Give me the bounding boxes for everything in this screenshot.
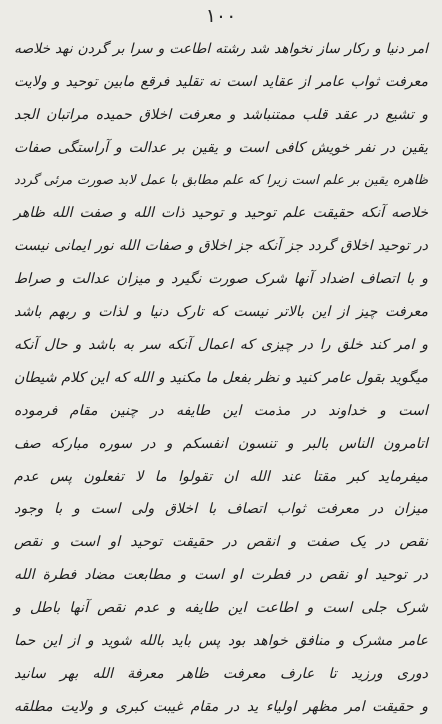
text-line: معرفت ثواب عامر از عقاید است نه تقلید فرقع مابین توحید و ولایت xyxy=(14,73,428,90)
text-line: عامر مشرک و منافق خواهد بود پس باید بالله شوید و از این حما xyxy=(14,633,428,650)
text-line: میزان در معرفت ثواب اتصاف با اخلاق ولی است و با وجود xyxy=(14,501,428,518)
text-line: میفرماید کبر مقتا عند الله ان تقولوا ما لا تفعلون پس عدم xyxy=(14,468,428,485)
text-line: معرفت چیز از این بالاتر نیست که تارک دنیا و لذات و ربهم باشد xyxy=(14,304,428,321)
manuscript-text xyxy=(14,33,428,724)
text-line: دوری ورزید تا عارف معرفت ظاهر معرفة الله بهر سانید xyxy=(14,665,428,682)
text-line: و امر کند خلق را در چیزی که اعمال آنکه سر به باشد و حال آنکه xyxy=(14,337,428,354)
text-line: اتامرون الناس بالبر و تنسون انفسکم و در سوره مبارکه صف xyxy=(14,435,428,452)
text-line: است و خداوند در مذمت این طایفه در چنین مقام فرموده xyxy=(14,402,428,419)
text-line: شرک جلی است و اطاعت این طایفه و عدم نقص آنها باطل و xyxy=(14,600,428,617)
text-line: نقص در یک صفت و انقص در حقیقت توحید او است و نقص xyxy=(14,534,428,551)
text-line: و تشیع در عقد قلب ممتنباشد و معرفت اخلاق حمیده مراتبان الجد xyxy=(14,106,428,123)
text-line: در توحید او نقص در فطرت او است و مطابعت مضاد فطرة الله xyxy=(14,567,428,584)
text-line: یقین در نفر خویش کافی است و یقین بر عدالت و آراستگی صفات xyxy=(14,139,428,156)
text-line: ظاهره یقین بر علم است زیرا که علم مطابق با عمل لابد صورت مرئی گردد xyxy=(14,172,428,188)
text-line: و حقیقت امر مظهر اولیاء ید در مقام غیبت کبری و ولایت مطلقه xyxy=(14,698,428,715)
text-line: خلاصه آنکه حقیقت علم توحید و توحید ذات الله و صفت الله ظاهر xyxy=(14,205,428,222)
text-line: و با اتصاف اضداد آنها شرک صورت نگیرد و میزان عدالت و صراط xyxy=(14,271,428,288)
text-line: امر دنیا و رکار ساز نخواهد شد رشته اطاعت و سرا بر گردن نهد خلاصه xyxy=(14,41,428,57)
page-number: ۱۰۰ xyxy=(205,5,237,27)
text-line: در توحید اخلاق گردد جز آنکه جز اخلاق و صفات الله نور ایمانی نیست xyxy=(14,238,428,255)
text-line: میگوید بقول عامر کنید و نظر بفعل ما مکنید و الله که این کلام شیطان xyxy=(14,369,428,386)
